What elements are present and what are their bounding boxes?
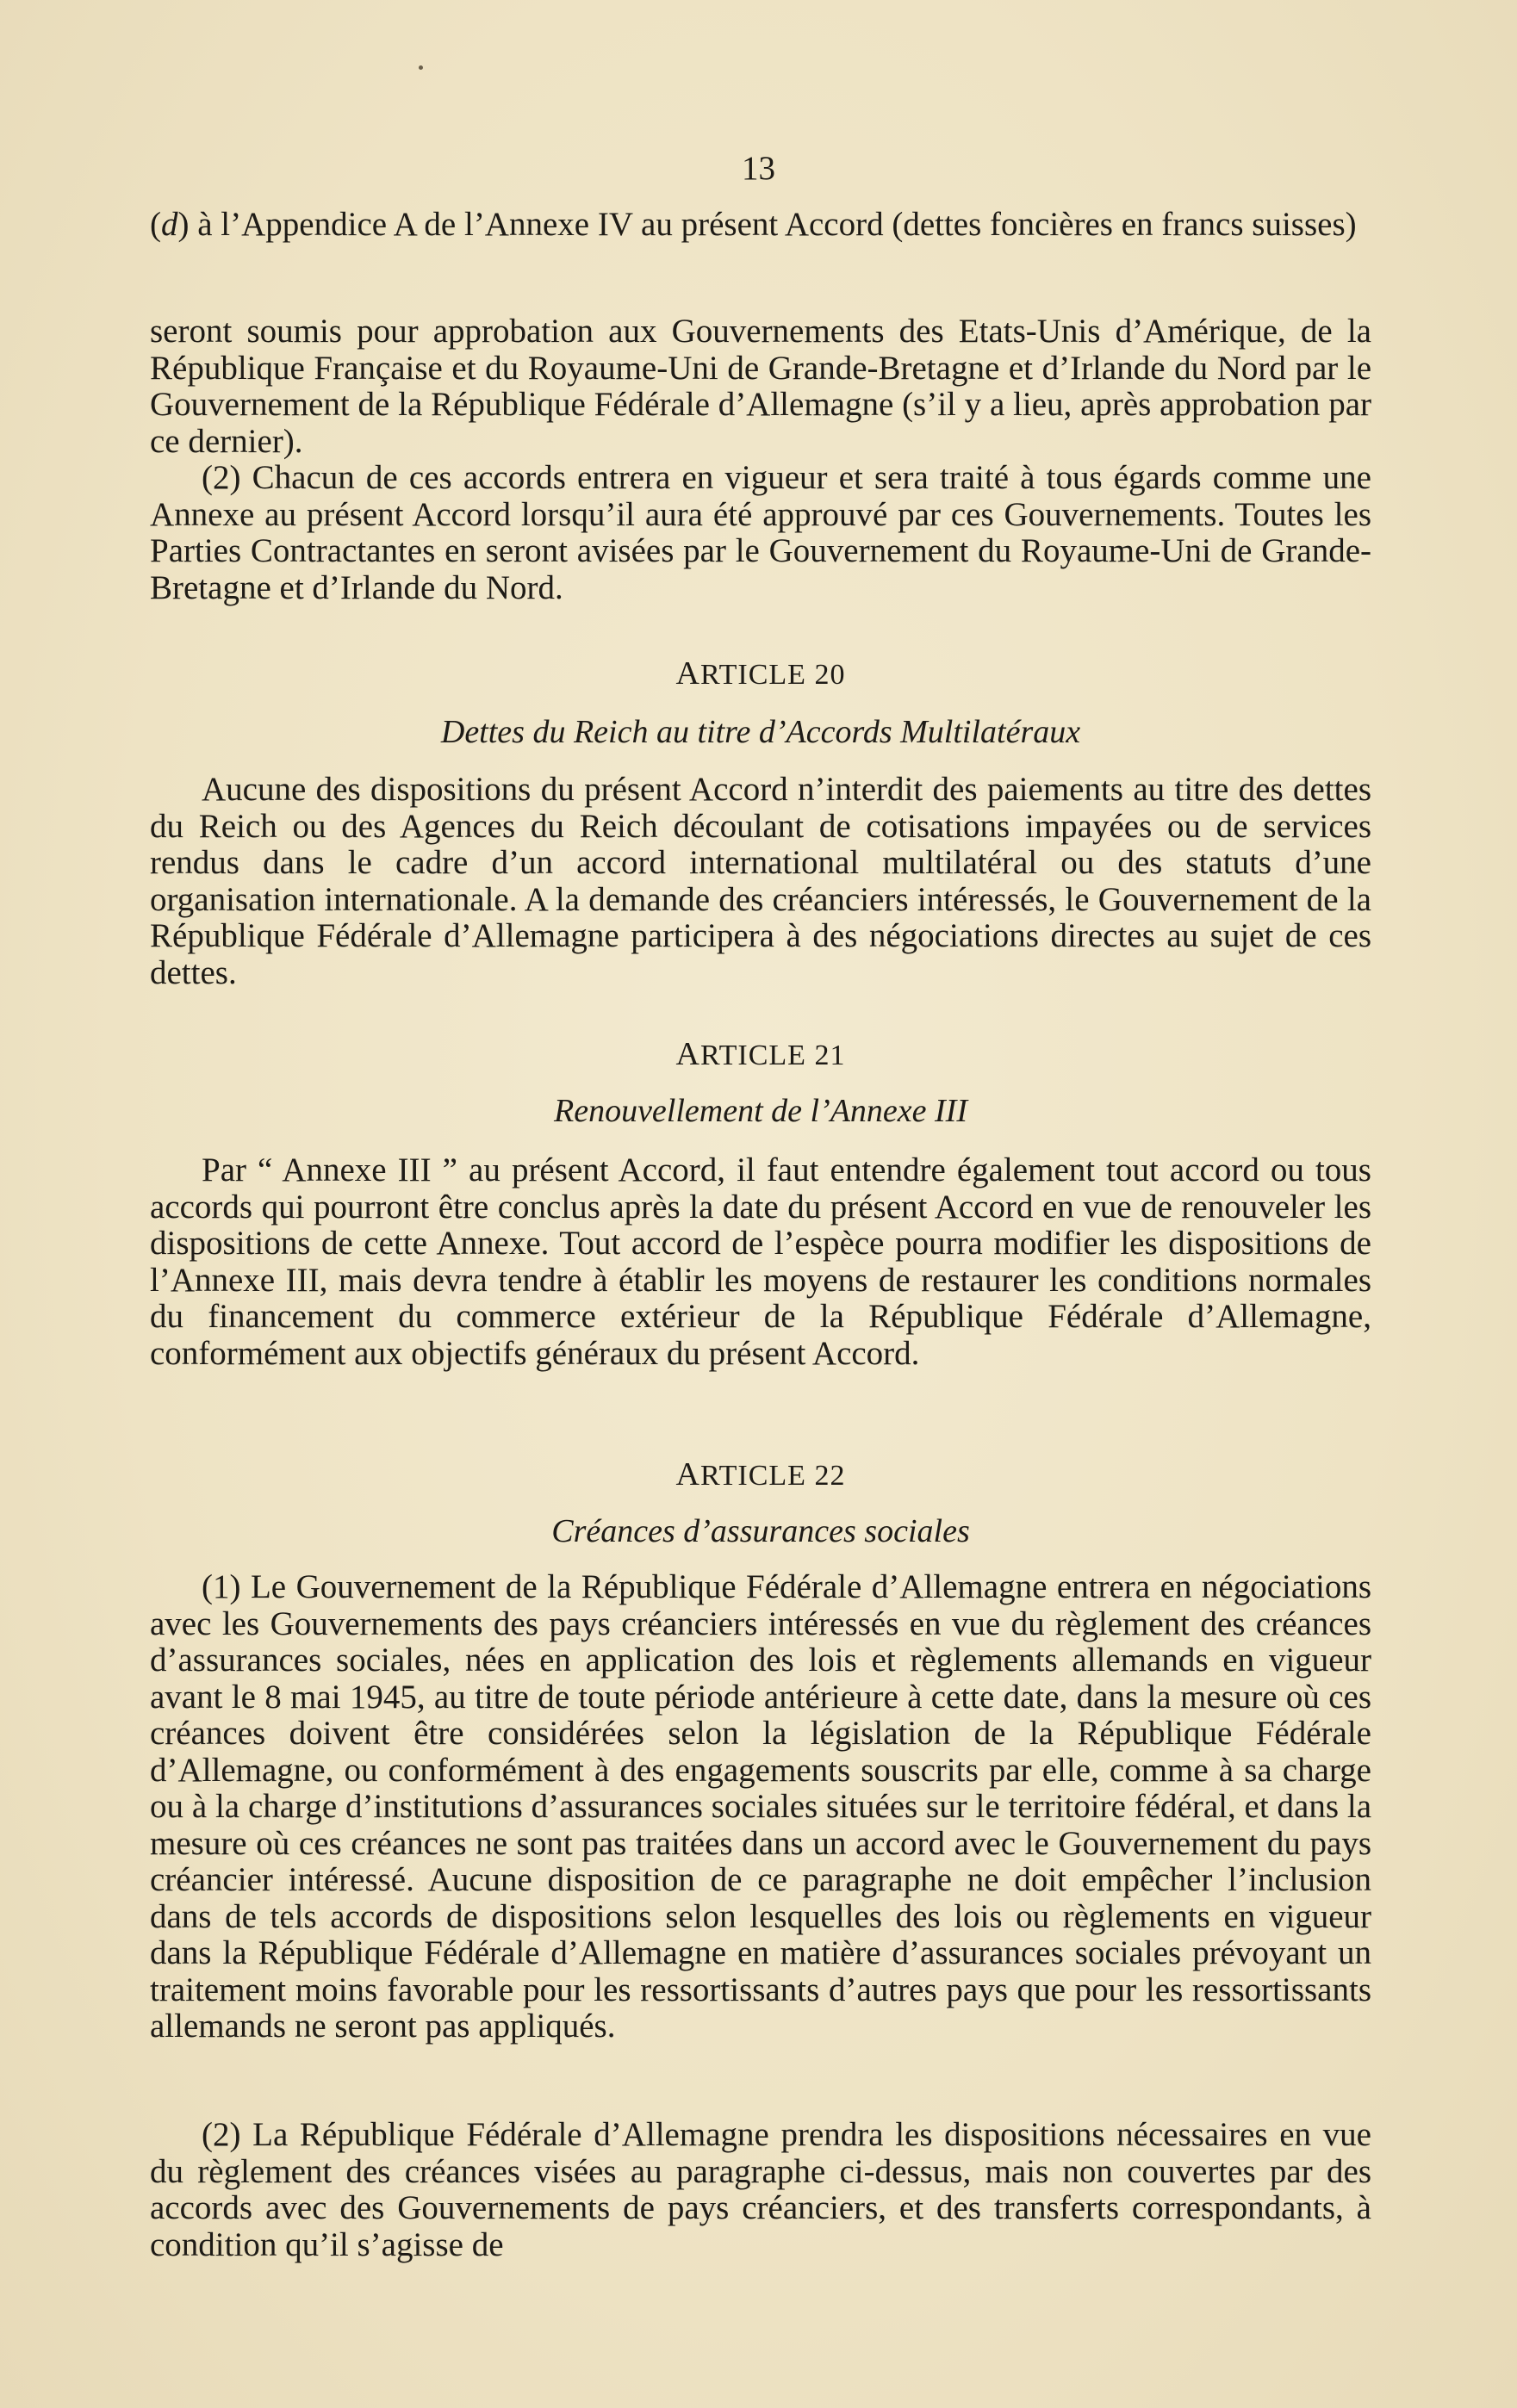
article-heading-word: RTICLE xyxy=(700,1460,806,1492)
page-number: 13 xyxy=(742,150,775,187)
article-20-paragraph: Aucune des dispositions du présent Accord n’interdit des paiements au titre des dettes du Reich ou des Agences du Reich découlant de cotisations impayées ou de services rendus dans le cadre d’un accord international multilatéral ou des statuts d’une organisation internationale. A la demande des créanciers intéressés, le Gouvernement de la République Fédérale d’Allemagne participera à des négociations directes au sujet de ces dettes. xyxy=(150,771,1371,991)
article-22-paragraph-1: (1) Le Gouvernement de la République Fédérale d’Allemagne entrera en négociations avec les Gouvernements des pays créanciers intéressés en vue du règlement des créances d’assurances sociales, nées en application des lois et règlements allemands en vigueur avant le 8 mai 1945, au titre de toute période antérieure à cette date, dans la mesure où ces créances doivent être considérées selon la législation de la République Fédérale d’Allemagne, ou conformément à des engagements souscrits par elle, comme à sa charge ou à la charge d’institutions d’assurances sociales situées sur le territoire fédéral, et dans la mesure où ces créances ne sont pas traitées dans un accord avec le Gouvernement du pays créancier intéressé. Aucune disposition de ce paragraphe ne doit empêcher l’inclusion dans de tels accords de dispositions selon lesquelles des lois ou règlements en vigueur dans la République Fédérale d’Allemagne en matière d’assurances sociales prévoyant un traitement moins favorable pour les ressortissants d’autres pays que pour les ressortissants allemands ne seront pas appliqués. xyxy=(150,1568,1371,2045)
article-21-heading xyxy=(150,1035,1371,1075)
submission-paragraph: seront soumis pour approbation aux Gouvernements des Etats-Unis d’Amérique, de la République Française et du Royaume-Uni de Grande-Bretagne et d’Irlande du Nord par le Gouvernement de la République Fédérale d’Allemagne (s’il y a lieu, après approbation par ce dernier). xyxy=(150,313,1371,460)
article-22-title: Créances d’assurances sociales xyxy=(551,1513,970,1549)
paragraph-2: (2) Chacun de ces accords entrera en vigueur et sera traité à tous égards comme une Annexe au présent Accord lorsqu’il aura été approuvé par ces Gouvernements. Toutes les Parties Contractantes en seront avisées par le Gouvernement du Royaume-Uni de Grande-Bretagne et d’Irlande du Nord. xyxy=(150,459,1371,606)
speck-mark xyxy=(419,65,423,70)
article-heading-cap: A xyxy=(675,1036,700,1072)
item-d-paragraph: (d) à l’Appendice A de l’Annexe IV au présent Accord (dettes foncières en francs suisses) xyxy=(150,206,1357,243)
article-heading-cap: A xyxy=(675,655,700,692)
item-d-text: à l’Appendice A de l’Annexe IV au présent Accord (dettes foncières en francs suisses) xyxy=(189,206,1357,243)
article-heading-word: RTICLE xyxy=(700,1040,806,1071)
article-22-heading xyxy=(150,1455,1371,1495)
article-20-title: Dettes du Reich au titre d’Accords Multilatéraux xyxy=(440,714,1081,750)
article-20-heading xyxy=(150,655,1371,694)
article-number: 20 xyxy=(814,659,846,691)
article-number: 21 xyxy=(814,1040,846,1071)
article-22-paragraph-2: (2) La République Fédérale d’Allemagne prendra les dispositions nécessaires en vue du règlement des créances visées au paragraphe ci-dessus, mais non couvertes par des accords avec des Gouvernements de pays créanciers, et des transferts correspondants, à condition qu’il s’agisse de xyxy=(150,2116,1371,2263)
article-heading-word: RTICLE xyxy=(700,659,806,691)
article-number: 22 xyxy=(814,1460,846,1492)
article-21-title: Renouvellement de l’Annexe III xyxy=(553,1093,967,1129)
article-21-paragraph: Par “ Annexe III ” au présent Accord, il faut entendre également tout accord ou tous accords qui pourront être conclus après la date du présent Accord en vue de renouveler les dispositions de cette Annexe. Tout accord de l’espèce pourra modifier les dispositions de l’Annexe III, mais devra tendre à établir les moyens de restaurer les conditions normales du financement du commerce extérieur de la République Fédérale d’Allemagne, conformément aux objectifs généraux du présent Accord. xyxy=(150,1151,1371,1372)
item-d-letter: d xyxy=(161,206,178,243)
article-heading-cap: A xyxy=(675,1456,700,1493)
